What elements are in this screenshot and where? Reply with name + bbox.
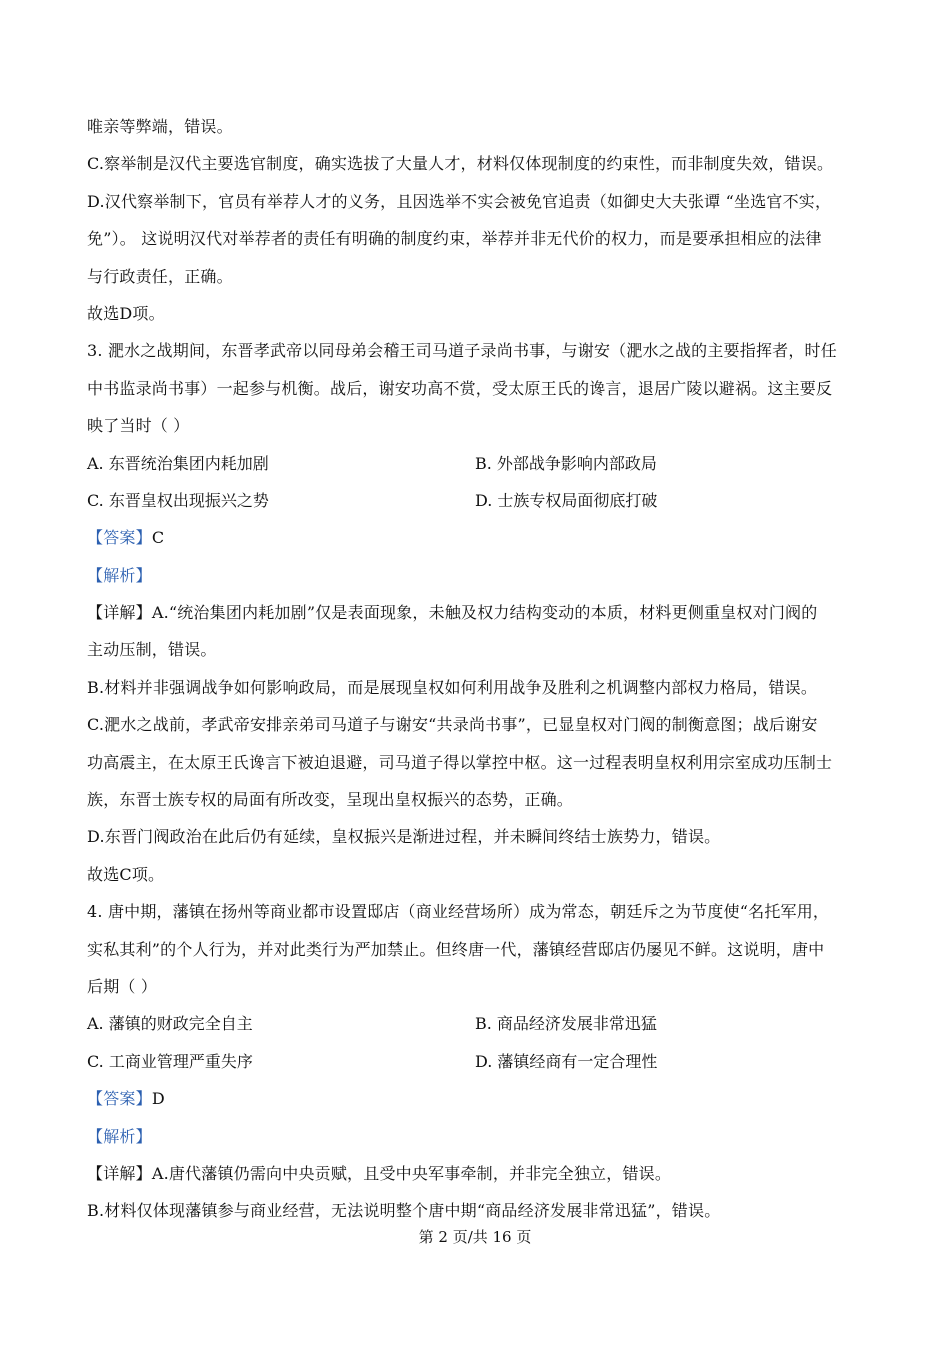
explanation-line: B.材料并非强调战争如何影响政局，而是展现皇权如何利用战争及胜利之机调整内部权力格局，错误。 (87, 677, 818, 697)
detail-line (87, 594, 863, 631)
text-line: C.察举制是汉代主要选官制度，确实选拔了大量人才，材料仅体现制度的约束性，而非制度失效，错误。 (87, 154, 834, 174)
text-line: D.汉代察举制下，官员有举荐人才的义务，且因选举不实会被免官追责（如御史大夫张谭 “坐选官不实， (87, 191, 832, 211)
explanation-line: 族，东晋士族专权的局面有所改变，呈现出皇权振兴的态势，正确。 (87, 790, 574, 810)
answer-tag: 【答案】 (87, 528, 152, 548)
detail-tag: 【详解】 (87, 603, 152, 623)
explanation-line: 故选C项。 (87, 864, 165, 884)
question-3-stem: 映了当时（ ） (87, 416, 190, 436)
detail-text: A.唐代藩镇仍需向中央贡赋，且受中央军事牵制，并非完全独立，错误。 (151, 1163, 672, 1183)
answer-value: C (151, 528, 165, 548)
analysis-tag: 【解析】 (87, 1126, 152, 1146)
analysis-tag: 【解析】 (87, 565, 152, 585)
question-4-options-row (87, 1005, 863, 1042)
option-b: B. 外部战争影响内部政局 (475, 453, 657, 473)
explanation-line: C.淝水之战前，孝武帝安排亲弟司马道子与谢安“共录尚书事”，已显皇权对门阀的制衡意图；战后谢安 (87, 715, 818, 735)
question-3-stem: 3. 淝水之战期间，东晋孝武帝以同母弟会稽王司马道子录尚书事，与谢安（淝水之战的主要指挥者，时任 (87, 341, 837, 361)
option-a: A. 藩镇的财政完全自主 (87, 1014, 253, 1034)
option-b: B. 商品经济发展非常迅猛 (475, 1014, 657, 1034)
document-page (87, 108, 863, 1230)
question-3-stem: 中书监录尚书事）一起参与机衡。战后，谢安功高不赏，受太原王氏的谗言，退居广陵以避祸。这主要反 (87, 378, 833, 398)
answer-tag: 【答案】 (87, 1089, 152, 1109)
explanation-line: 功高震主，在太原王氏谗言下被迫退避，司马道子得以掌控中枢。这一过程表明皇权利用宗室成功压制士 (87, 752, 833, 772)
option-a: A. 东晋统治集团内耗加剧 (87, 453, 269, 473)
text-line: 故选D项。 (87, 303, 165, 323)
question-4-stem: 4. 唐中期，藩镇在扬州等商业都市设置邸店（商业经营场所）成为常态，朝廷斥之为节度使“名托军用， (87, 902, 830, 922)
answer-line (87, 519, 863, 556)
text-line: 免”）。 这说明汉代对举荐者的责任有明确的制度约束，举荐并非无代价的权力，而是要承担相应的法律 (87, 229, 822, 249)
explanation-line: D.东晋门阀政治在此后仍有延续，皇权振兴是渐进过程，并未瞬间终结士族势力，错误。 (87, 827, 721, 847)
question-3-options-row (87, 445, 863, 482)
question-4-stem: 实私其利”的个人行为，并对此类行为严加禁止。但终唐一代，藩镇经营邸店仍屡见不鲜。这说明，唐中 (87, 939, 825, 959)
option-d: D. 士族专权局面彻底打破 (475, 490, 658, 510)
answer-value: D (151, 1089, 165, 1109)
question-4-options-row (87, 1043, 863, 1080)
detail-line (87, 1155, 863, 1192)
question-3-options-row (87, 482, 863, 519)
text-line: 唯亲等弊端，错误。 (87, 117, 233, 136)
detail-text: A.“统治集团内耗加剧”仅是表面现象，未触及权力结构变动的本质，材料更侧重皇权对门阀的 (151, 603, 818, 623)
answer-line (87, 1080, 863, 1117)
text-line: 与行政责任，正确。 (87, 266, 233, 286)
analysis-line (87, 557, 863, 594)
option-c: C. 工商业管理严重失序 (87, 1051, 253, 1071)
explanation-line: B.材料仅体现藩镇参与商业经营，无法说明整个唐中期“商品经济发展非常迅猛”，错误。 (87, 1201, 721, 1221)
question-4-stem: 后期（ ） (87, 976, 158, 996)
detail-tag: 【详解】 (87, 1163, 152, 1183)
option-c: C. 东晋皇权出现振兴之势 (87, 490, 269, 510)
option-d: D. 藩镇经商有一定合理性 (475, 1051, 658, 1071)
page-footer: 第 2 页/共 16 页 (418, 1228, 532, 1246)
analysis-line (87, 1118, 863, 1155)
explanation-line: 主动压制，错误。 (87, 640, 217, 660)
